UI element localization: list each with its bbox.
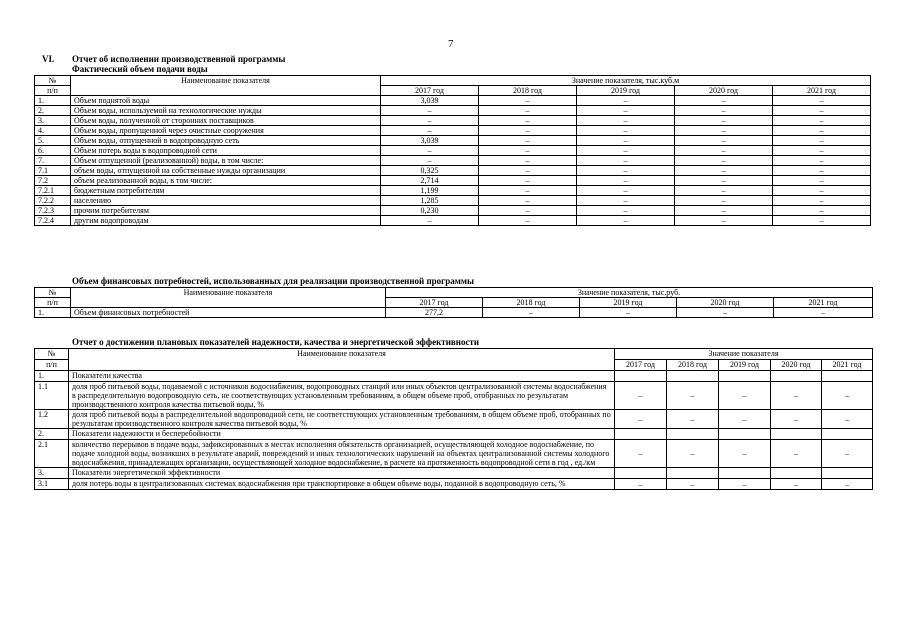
- value-cell: –: [577, 196, 675, 206]
- table-row: [35, 156, 871, 166]
- value-cell: –: [667, 440, 719, 468]
- row-name: Объем потерь воды в водопроводной сети: [71, 146, 381, 156]
- table-row: [35, 136, 871, 146]
- value-cell: –: [675, 216, 773, 226]
- value-cell: –: [479, 216, 577, 226]
- table-row: [35, 196, 871, 206]
- value-cell: –: [381, 146, 479, 156]
- row-number: 1.: [35, 371, 69, 382]
- row-number: 5.: [35, 136, 71, 146]
- table-row: [35, 116, 871, 126]
- value-cell: –: [773, 166, 871, 176]
- value-cell: –: [615, 382, 667, 410]
- year-header: 2020 год: [771, 360, 822, 371]
- value-cell: –: [479, 186, 577, 196]
- header-num-2: п/п: [35, 360, 69, 371]
- empty-cell: [615, 468, 667, 479]
- value-cell: 1,199: [381, 186, 479, 196]
- value-cell: –: [483, 308, 580, 318]
- value-cell: –: [719, 410, 771, 429]
- value-cell: –: [773, 216, 871, 226]
- year-header: 2019 год: [577, 86, 675, 96]
- value-cell: –: [667, 382, 719, 410]
- value-cell: –: [479, 196, 577, 206]
- empty-cell: [615, 371, 667, 382]
- value-cell: –: [675, 206, 773, 216]
- value-cell: –: [771, 440, 822, 468]
- value-cell: –: [719, 382, 771, 410]
- value-cell: –: [774, 308, 873, 318]
- value-cell: –: [479, 136, 577, 146]
- year-header: 2020 год: [675, 86, 773, 96]
- value-cell: 0,230: [381, 206, 479, 216]
- value-cell: –: [577, 126, 675, 136]
- value-cell: –: [577, 186, 675, 196]
- value-cell: –: [773, 106, 871, 116]
- year-header: 2021 год: [773, 86, 871, 96]
- table-row: [35, 146, 871, 156]
- value-cell: 3,039: [381, 96, 479, 106]
- value-cell: –: [479, 156, 577, 166]
- empty-cell: [822, 371, 873, 382]
- header-name: Наименование показателя: [71, 288, 386, 308]
- table-row: [35, 96, 871, 106]
- empty-cell: [667, 429, 719, 440]
- value-cell: –: [381, 116, 479, 126]
- value-cell: –: [479, 176, 577, 186]
- value-cell: –: [675, 186, 773, 196]
- section-title: Отчет об исполнении производственной программы: [72, 54, 286, 64]
- value-cell: –: [822, 410, 873, 429]
- value-cell: –: [577, 106, 675, 116]
- section-number: VI.: [42, 54, 55, 64]
- value-cell: –: [675, 166, 773, 176]
- row-number: 1.2: [35, 410, 69, 429]
- table-row: [35, 410, 873, 429]
- row-number: 1.: [35, 308, 71, 318]
- year-header: 2018 год: [479, 86, 577, 96]
- value-cell: –: [822, 382, 873, 410]
- row-name: населению: [71, 196, 381, 206]
- row-number: 7.2.3: [35, 206, 71, 216]
- value-cell: –: [822, 479, 873, 490]
- empty-cell: [719, 429, 771, 440]
- row-name: Объем отпущенной (реализованной) воды, в том числе:: [71, 156, 381, 166]
- row-number: 3.: [35, 116, 71, 126]
- value-cell: –: [675, 176, 773, 186]
- table-row: [35, 479, 873, 490]
- row-number: 7.2.2: [35, 196, 71, 206]
- table-header-row: [35, 76, 871, 86]
- empty-cell: [771, 468, 822, 479]
- row-number: 2.1: [35, 440, 69, 468]
- row-name: Объем воды, полученной от сторонних поставщиков: [71, 116, 381, 126]
- header-num: №: [35, 288, 71, 298]
- year-header: 2019 год: [719, 360, 771, 371]
- value-cell: –: [719, 440, 771, 468]
- row-name: доля проб питьевой воды в распределительной водопроводной сети, не соответствующих установленным требованиям, в общем объеме проб, отобранных по результатам производственного контроля качества питьевой воды, %: [69, 410, 615, 429]
- empty-cell: [667, 371, 719, 382]
- value-cell: –: [771, 410, 822, 429]
- header-num-2: п/п: [35, 86, 71, 96]
- row-name: количество перерывов в подаче воды, зафиксированных в местах исполнения обязательств организацией, осуществляющей холодное водоснабжение, по подаче холодной воды, возникших в результате аварий, повреждений и иных технологических нарушений на объектах централизованной системы холодного водоснабжения, принадлежащих организации, осуществляющей холодное водоснабжение, в расчете на протяженность водопроводной сети в год , ед./км: [69, 440, 615, 468]
- value-cell: –: [615, 479, 667, 490]
- row-number: 1.: [35, 96, 71, 106]
- value-cell: –: [381, 156, 479, 166]
- value-cell: –: [479, 106, 577, 116]
- row-name: Объем поднятой воды: [71, 96, 381, 106]
- row-number: 2.: [35, 429, 69, 440]
- value-cell: –: [577, 206, 675, 216]
- value-cell: –: [675, 156, 773, 166]
- value-cell: –: [773, 96, 871, 106]
- header-values: Значение показателя, тыс.куб.м: [381, 76, 871, 86]
- row-name: другим водопроводам: [71, 216, 381, 226]
- year-header: 2021 год: [774, 298, 873, 308]
- value-cell: –: [479, 166, 577, 176]
- value-cell: –: [577, 156, 675, 166]
- value-cell: –: [381, 106, 479, 116]
- row-number: 4.: [35, 126, 71, 136]
- row-name: Объем финансовых потребностей: [71, 308, 386, 318]
- value-cell: –: [719, 479, 771, 490]
- table-row: [35, 308, 873, 318]
- year-header: 2017 год: [386, 298, 483, 308]
- value-cell: –: [773, 136, 871, 146]
- value-cell: –: [773, 176, 871, 186]
- value-cell: –: [675, 116, 773, 126]
- value-cell: –: [675, 136, 773, 146]
- value-cell: –: [773, 116, 871, 126]
- row-name: бюджетным потребителям: [71, 186, 381, 196]
- row-name: Показатели надежности и бесперебойности: [69, 429, 615, 440]
- header-values: Значение показателя, тыс.руб.: [386, 288, 873, 298]
- value-cell: –: [773, 206, 871, 216]
- table-header-row: [35, 288, 873, 298]
- value-cell: –: [577, 166, 675, 176]
- value-cell: 0,325: [381, 166, 479, 176]
- row-name: прочим потребителям: [71, 206, 381, 216]
- year-header: 2021 год: [822, 360, 873, 371]
- empty-cell: [771, 371, 822, 382]
- header-num: №: [35, 349, 69, 360]
- value-cell: –: [667, 479, 719, 490]
- empty-cell: [667, 468, 719, 479]
- row-name: доля проб питьевой воды, подаваемой с источников водоснабжения, водопроводных станций или иных объектов централизованной системы водоснабжения в распределительную водопроводную сеть, не соответствующих установленным требованиям, в общем объеме проб, отобранных по результатам производственного контроля качества питьевой воды, %: [69, 382, 615, 410]
- table-header-row: [35, 349, 873, 360]
- empty-cell: [771, 429, 822, 440]
- value-cell: –: [771, 382, 822, 410]
- year-header: 2018 год: [483, 298, 580, 308]
- value-cell: –: [615, 440, 667, 468]
- value-cell: –: [677, 308, 774, 318]
- table-row: [35, 468, 873, 479]
- value-cell: –: [773, 126, 871, 136]
- value-cell: –: [479, 116, 577, 126]
- value-cell: 2,714: [381, 176, 479, 186]
- finance-title: Объем финансовых потребностей, использованных для реализации производственной программы: [72, 276, 475, 286]
- table-row: [35, 440, 873, 468]
- year-header: 2017 год: [381, 86, 479, 96]
- row-number: 1.1: [35, 382, 69, 410]
- row-number: 7.2: [35, 176, 71, 186]
- water-volume-table: [34, 75, 871, 226]
- value-cell: –: [577, 146, 675, 156]
- value-cell: –: [577, 216, 675, 226]
- value-cell: –: [773, 186, 871, 196]
- page-number: 7: [448, 38, 454, 50]
- row-number: 7.: [35, 156, 71, 166]
- value-cell: –: [773, 196, 871, 206]
- value-cell: –: [773, 156, 871, 166]
- year-header: 2020 год: [677, 298, 774, 308]
- row-name: Показатели энергетической эффективности: [69, 468, 615, 479]
- value-cell: –: [675, 126, 773, 136]
- row-number: 2.: [35, 106, 71, 116]
- value-cell: –: [675, 196, 773, 206]
- year-header: 2017 год: [615, 360, 667, 371]
- value-cell: –: [822, 440, 873, 468]
- section-heading: [42, 54, 285, 64]
- reliability-title: Отчет о достижении плановых показателей надежности, качества и энергетической эффективности: [72, 337, 480, 347]
- empty-cell: [719, 371, 771, 382]
- row-name: Объем воды, пропущенной через очистные сооружения: [71, 126, 381, 136]
- header-name: Наименование показателя: [71, 76, 381, 96]
- header-values: Значение показателя: [615, 349, 873, 360]
- value-cell: –: [381, 216, 479, 226]
- value-cell: –: [615, 410, 667, 429]
- table-row: [35, 382, 873, 410]
- value-cell: –: [479, 146, 577, 156]
- value-cell: –: [479, 96, 577, 106]
- row-name: объем реализованной воды, в том числе:: [71, 176, 381, 186]
- value-cell: –: [577, 136, 675, 146]
- reliability-table: [34, 348, 873, 490]
- header-num: №: [35, 76, 71, 86]
- row-number: 7.2.4: [35, 216, 71, 226]
- header-name: Наименование показателя: [69, 349, 615, 371]
- finance-table: [34, 287, 873, 318]
- table-row: [35, 106, 871, 116]
- value-cell: –: [577, 96, 675, 106]
- row-name: Объем воды, отпущенной в водопроводную сеть: [71, 136, 381, 146]
- row-number: 7.2.1: [35, 186, 71, 196]
- empty-cell: [719, 468, 771, 479]
- row-number: 6.: [35, 146, 71, 156]
- value-cell: –: [479, 206, 577, 216]
- value-cell: –: [667, 410, 719, 429]
- value-cell: –: [479, 126, 577, 136]
- empty-cell: [822, 429, 873, 440]
- row-name: Объем воды, используемой на технологические нужды: [71, 106, 381, 116]
- table-row: [35, 206, 871, 216]
- row-number: 3.: [35, 468, 69, 479]
- year-header: 2019 год: [580, 298, 677, 308]
- empty-cell: [822, 468, 873, 479]
- table-row: [35, 429, 873, 440]
- row-name: объем воды, отпущенной на собственные нужды организации: [71, 166, 381, 176]
- table-row: [35, 126, 871, 136]
- year-header: 2018 год: [667, 360, 719, 371]
- value-cell: –: [771, 479, 822, 490]
- value-cell: –: [381, 126, 479, 136]
- table-row: [35, 371, 873, 382]
- table-row: [35, 166, 871, 176]
- value-cell: 277,2: [386, 308, 483, 318]
- row-number: 3.1: [35, 479, 69, 490]
- value-cell: –: [580, 308, 677, 318]
- row-name: доля потерь воды в централизованных системах водоснабжения при транспортировке в общем объеме воды, поданной в водопроводную сеть, %: [69, 479, 615, 490]
- value-cell: 1,285: [381, 196, 479, 206]
- value-cell: –: [773, 146, 871, 156]
- value-cell: –: [675, 96, 773, 106]
- header-num-2: п/п: [35, 298, 71, 308]
- table-row: [35, 216, 871, 226]
- value-cell: –: [577, 116, 675, 126]
- table-row: [35, 186, 871, 196]
- value-cell: –: [675, 106, 773, 116]
- value-cell: –: [675, 146, 773, 156]
- value-cell: 3,039: [381, 136, 479, 146]
- row-number: 7.1: [35, 166, 71, 176]
- value-cell: –: [577, 176, 675, 186]
- row-name: Показатели качества: [69, 371, 615, 382]
- section-subtitle: Фактический объем подачи воды: [72, 64, 208, 74]
- table-row: [35, 176, 871, 186]
- empty-cell: [615, 429, 667, 440]
